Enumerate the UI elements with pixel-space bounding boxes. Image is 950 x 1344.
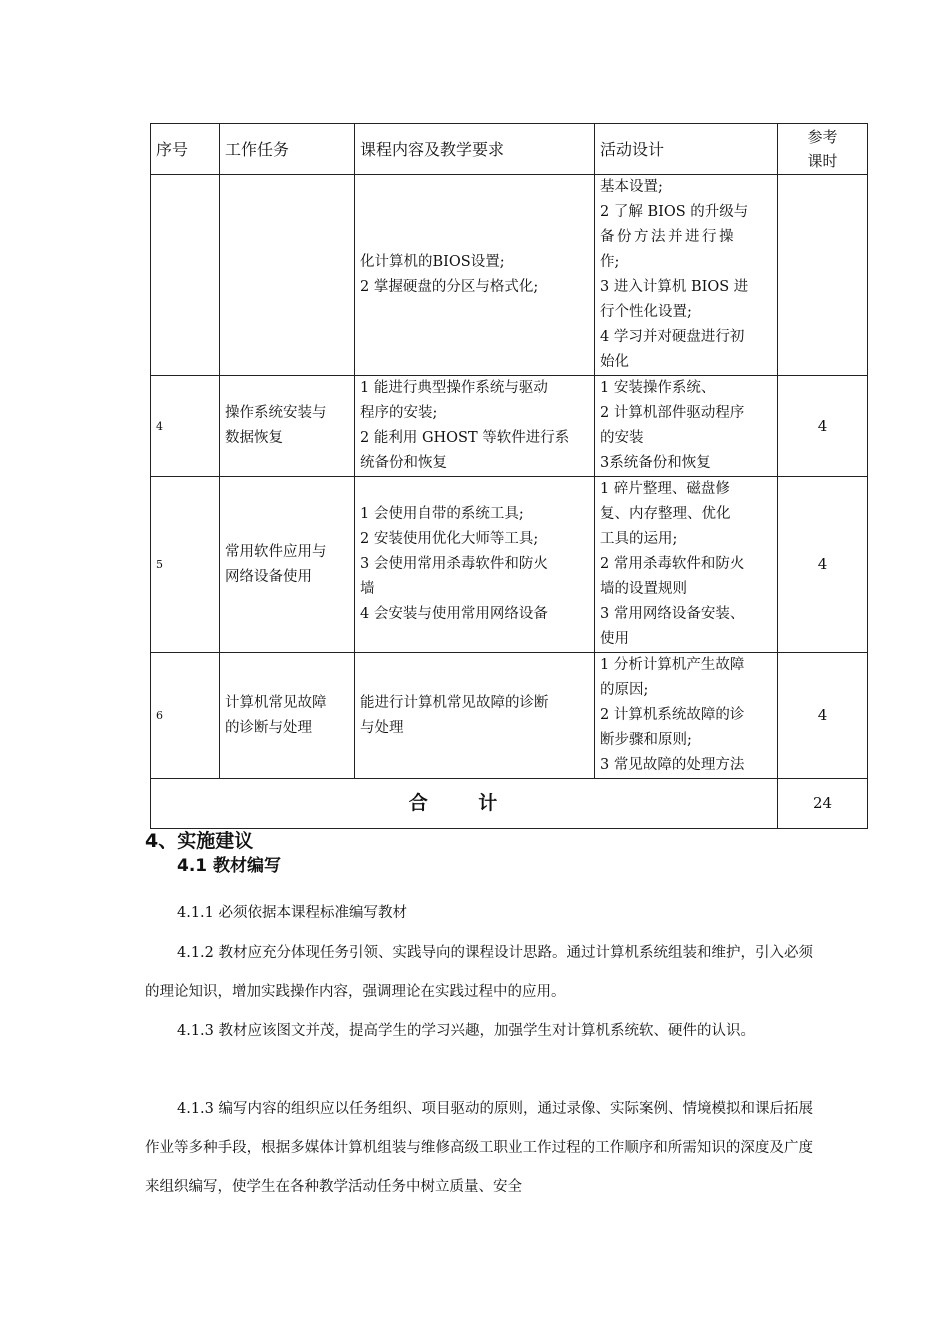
activity-line: 1 安装操作系统、 xyxy=(600,380,716,396)
task-line: 数据恢复 xyxy=(225,430,283,446)
header-seq: 序号 xyxy=(151,124,220,175)
cell-activity xyxy=(595,376,778,477)
content-line: 程序的安装; xyxy=(360,405,438,421)
cell-seq xyxy=(151,175,220,376)
cell-seq: 6 xyxy=(151,653,220,779)
content-line: 2 安装使用优化大师等工具; xyxy=(360,531,539,547)
activity-line: 3 常用网络设备安装、 xyxy=(600,606,745,622)
activity-line: 的原因; xyxy=(600,682,649,698)
activity-line: 1 分析计算机产生故障 xyxy=(600,657,745,673)
activity-line: 2 计算机部件驱动程序 xyxy=(600,405,745,421)
content-line: 2 能利用 GHOST 等软件进行系 xyxy=(360,430,570,446)
paragraph: 4.1.3 教材应该图文并茂，提高学生的学习兴趣，加强学生对计算机系统软、硬件的认识。 xyxy=(177,1023,755,1039)
cell-task xyxy=(220,175,355,376)
total-label: 合 计 xyxy=(151,779,778,829)
cell-activity xyxy=(595,175,778,376)
activity-line: 基本设置; xyxy=(600,179,663,195)
task-line: 操作系统安装与 xyxy=(225,405,327,421)
activity-line: 墙的设置规则 xyxy=(600,581,687,597)
section-title: 4、实施建议 xyxy=(145,830,254,852)
activity-line: 2 了解 BIOS 的升级与 xyxy=(600,204,749,220)
subsection-title: 4.1 教材编写 xyxy=(177,856,282,876)
cell-content xyxy=(355,477,595,653)
total-value: 24 xyxy=(778,779,868,829)
cell-task xyxy=(220,477,355,653)
activity-line: 3 常见故障的处理方法 xyxy=(600,757,745,773)
cell-seq: 5 xyxy=(151,477,220,653)
cell-content xyxy=(355,175,595,376)
content-line: 与处理 xyxy=(360,719,404,736)
header-content: 课程内容及教学要求 xyxy=(355,124,595,175)
content-line: 1 会使用自带的系统工具; xyxy=(360,506,524,522)
header-hours-line1: 参考 xyxy=(807,128,838,146)
activity-line: 备份方法并进行操 xyxy=(600,229,736,245)
table-row xyxy=(151,653,868,779)
task-line: 网络设备使用 xyxy=(225,568,312,585)
content-line: 化计算机的BIOS设置; xyxy=(360,254,505,270)
activity-line: 1 碎片整理、磁盘修 xyxy=(600,481,730,497)
task-line: 的诊断与处理 xyxy=(225,719,312,736)
activity-line: 3系统备份和恢复 xyxy=(600,455,711,471)
activity-line: 的安装 xyxy=(600,430,644,446)
cell-hours: 4 xyxy=(778,376,868,477)
content-line: 统备份和恢复 xyxy=(360,455,447,471)
cell-task xyxy=(220,376,355,477)
table-row xyxy=(151,477,868,653)
activity-line: 复、内存整理、优化 xyxy=(600,506,731,522)
cell-content xyxy=(355,653,595,779)
activity-line: 工具的运用; xyxy=(600,531,678,547)
content-line: 2 掌握硬盘的分区与格式化; xyxy=(360,279,539,295)
activity-line: 使用 xyxy=(600,631,629,647)
cell-hours: 4 xyxy=(778,477,868,653)
activity-line: 断步骤和原则; xyxy=(600,732,692,748)
cell-hours xyxy=(778,175,868,376)
activity-line: 行个性化设置; xyxy=(600,304,692,320)
header-activity: 活动设计 xyxy=(595,124,778,175)
cell-activity xyxy=(595,653,778,779)
content-line: 墙 xyxy=(360,581,375,597)
header-task: 工作任务 xyxy=(220,124,355,175)
content-line: 3 会使用常用杀毒软件和防火 xyxy=(360,556,548,572)
activity-line: 4 学习并对硬盘进行初 xyxy=(600,329,745,345)
activity-line: 3 进入计算机 BIOS 进 xyxy=(600,279,749,295)
cell-activity xyxy=(595,477,778,653)
task-line: 常用软件应用与 xyxy=(225,543,327,560)
cell-seq: 4 xyxy=(151,376,220,477)
content-line: 1 能进行典型操作系统与驱动 xyxy=(360,380,548,396)
paragraph: 4.1.1 必须依据本课程标准编写教材 xyxy=(177,905,408,921)
cell-task xyxy=(220,653,355,779)
header-hours xyxy=(778,124,868,175)
course-table xyxy=(150,123,868,829)
content-line: 4 会安装与使用常用网络设备 xyxy=(360,606,548,622)
cell-hours: 4 xyxy=(778,653,868,779)
paragraph: 4.1.3 编写内容的组织应以任务组织、项目驱动的原则，通过录像、实际案例、情境模拟和课后拓展作业等多种手段，根据多媒体计算机组装与维修高级工职业工作过程的工作顺序和所需知识的深度及广度来组织编写，使学生在各种教学活动任务中树立质量、安全 xyxy=(145,1101,813,1195)
header-hours-line2: 课时 xyxy=(807,152,838,170)
paragraph: 4.1.2 教材应充分体现任务引领、实践导向的课程设计思路。通过计算机系统组装和维护，引入必须的理论知识，增加实践操作内容，强调理论在实践过程中的应用。 xyxy=(145,945,813,1000)
content-line: 能进行计算机常见故障的诊断 xyxy=(360,694,549,711)
activity-line: 始化 xyxy=(600,354,629,370)
activity-line: 2 常用杀毒软件和防火 xyxy=(600,556,745,572)
table-row xyxy=(151,376,868,477)
cell-content xyxy=(355,376,595,477)
table-header-row xyxy=(151,124,868,175)
task-line: 计算机常见故障 xyxy=(225,694,327,711)
total-row xyxy=(151,779,868,829)
activity-line: 2 计算机系统故障的诊 xyxy=(600,707,745,723)
activity-line: 作; xyxy=(600,254,620,270)
table-row xyxy=(151,175,868,376)
